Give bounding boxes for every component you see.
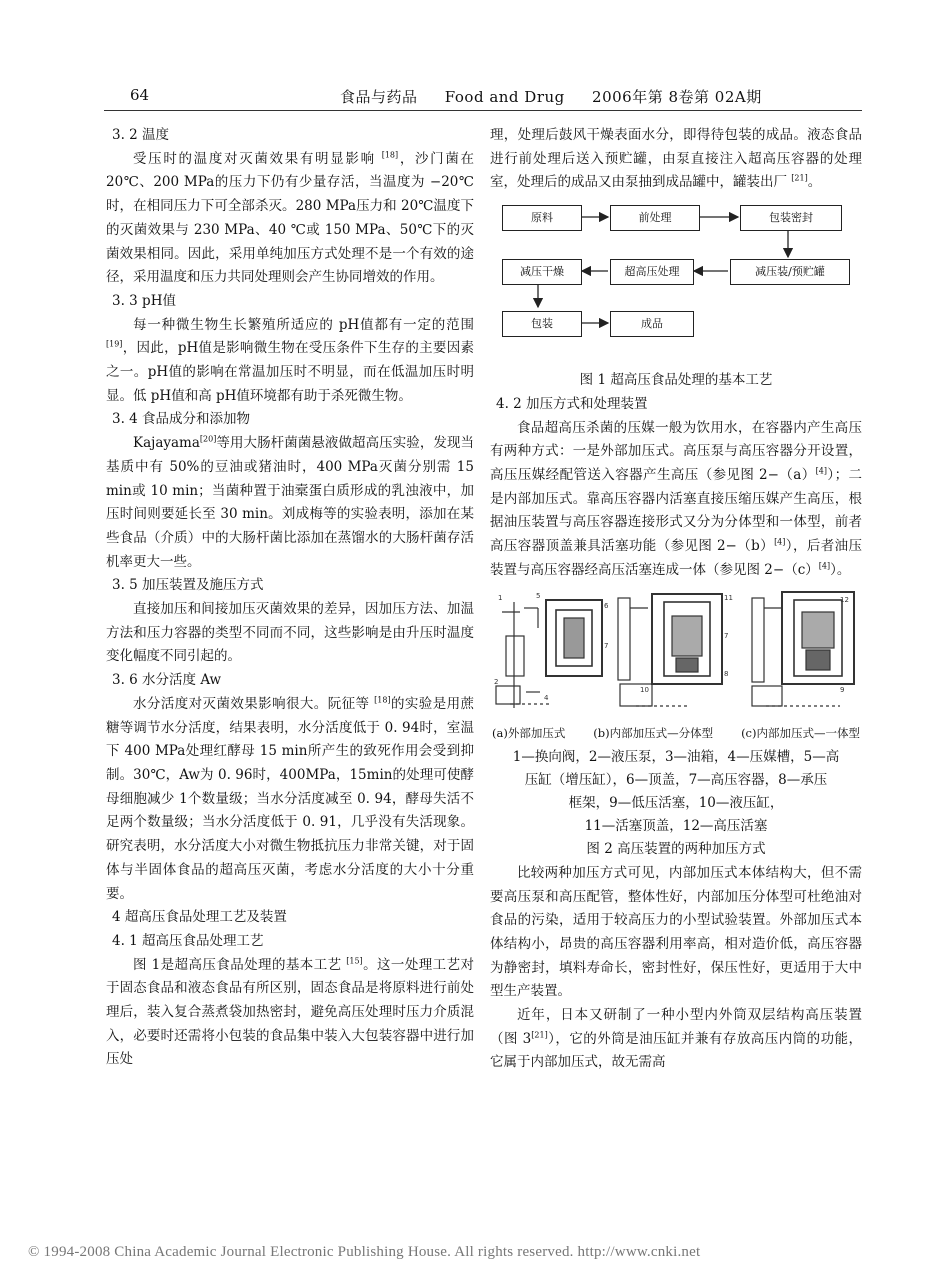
svg-text:5: 5: [536, 592, 541, 601]
figure-2-apparatus: [490, 588, 862, 720]
journal-name-en: Food and Drug: [444, 88, 565, 106]
citation-ref: [4]: [774, 537, 786, 547]
section-heading: 3. 6 水分活度 Aw: [112, 672, 222, 689]
figure-1-flowchart: [490, 199, 862, 369]
body-paragraph: 图 1是超高压食品处理的基本工艺 [15]。这一处理工艺对于固态食品和液态食品有所区别，固态食品是将原料进行前处理后，装入复合蒸煮袋加热密封，避免高压处理时压力介质混入，必要时还需将小包装的食品集中装入大包装容器中进行加压处: [106, 956, 475, 1068]
citation-ref: [4]: [815, 466, 828, 476]
svg-text:7: 7: [724, 632, 729, 641]
section-heading: 3. 4 食品成分和添加物: [112, 411, 251, 428]
svg-text:1: 1: [498, 594, 503, 603]
body-paragraph: 水分活度对灭菌效果影响很大。阮征等 [18]的实验是用蔗糖等调节水分活度，结果表明，水分活度低于 0. 94时，室温下 400 MPa处理红酵母 15 min所产生的致死作用会受到抑制。30℃，Aw为 0. 96时，400MPa，15min的处理可使酵母细胞减少 1个数量级；当水分活度减至 0. 94，酵母失活不足两个数量级；当水分活度低于 0. 91，几乎没有失活现象。研究表明，水分活度大小对微生物抵抗压力非常关键，对于固体与半固体食品的超高压灭菌，考虑水分活度的大小十分重要。: [106, 695, 475, 902]
citation-ref: [18]: [381, 150, 399, 160]
sublabel-b: (b)内部加压式—分体型: [593, 726, 714, 741]
citation-ref: [20]: [199, 434, 217, 444]
svg-text:6: 6: [604, 602, 609, 611]
svg-text:11: 11: [724, 594, 733, 603]
flow-box-product: 成品: [610, 311, 694, 337]
citation-ref: [21]: [531, 1030, 548, 1040]
left-column: [106, 124, 474, 1072]
section-heading: 3. 3 pH值: [112, 292, 176, 309]
header-rule: [104, 110, 862, 111]
section-heading: 3. 5 加压装置及施压方式: [112, 577, 264, 594]
copyright-footer: © 1994-2008 China Academic Journal Electronic Publishing House. All rights reserved. http://www.cnki.net: [28, 1244, 701, 1260]
sublabel-a: (a)外部加压式: [492, 726, 566, 741]
citation-ref: [19]: [106, 339, 123, 349]
svg-text:10: 10: [640, 686, 649, 695]
figure-2-legend-line: 压缸（增压缸），6—顶盖，7—高压容器，8—承压: [524, 772, 828, 789]
flow-box-packaging: 包装: [502, 311, 582, 337]
svg-text:2: 2: [494, 678, 499, 687]
page-number: 64: [130, 86, 150, 104]
body-paragraph: 比较两种加压方式可见，内部加压式本体结构大，但不需要高压泵和高压配管，整体性好，内部加压分体型可杜绝油对食品的污染，适用于较高压力的小型试验装置。外部加压式本体结构小，昂贵的高压容器利用率高，相对造价低，高压容器为静密封，填料寿命长，密封性好，保压性好，更适用于大中型生产装置。: [490, 864, 862, 1000]
figure-2-legend-line: 1—换向阀，2—液压泵，3—油箱，4—压媒槽，5—高: [512, 749, 840, 766]
citation-ref: [18]: [374, 695, 391, 705]
journal-name-cn: 食品与药品: [340, 88, 418, 106]
flow-box-hp-processing: 超高压处理: [610, 259, 694, 285]
issue-info: 2006年第 8卷第 02A期: [592, 88, 762, 106]
apparatus-diagram: [490, 588, 862, 720]
section-heading: 4. 2 加压方式和处理装置: [496, 395, 648, 412]
flow-box-pretreatment: 前处理: [610, 205, 700, 231]
citation-ref: [4]: [818, 561, 831, 571]
flow-box-drying: 减压干燥: [502, 259, 582, 285]
body-paragraph: 每一种微生物生长繁殖所适应的 pH值都有一定的范围 [19]，因此，pH值是影响微生物在受压条件下生存的主要因素之一。pH值的影响在常温加压时不明显，而在低温加压时明显。低 pH值和高 pH值环境都有助于杀死微生物。: [106, 316, 474, 404]
journal-title: [340, 86, 784, 107]
figure-2-sublabels: [490, 722, 862, 746]
body-paragraph: 食品超高压杀菌的压媒一般为饮用水，在容器内产生高压有两种方式：一是外部加压式。高压泵与高压容器分开设置，高压压媒经配管送入容器产生高压（参见图 2−（a）[4]）；二是内部加压式。靠高压容器内活塞直接压缩压媒产生高压，根据油压装置与高压容器连接形式又分为分体型和一体型，前者高压容器顶盖兼具活塞功能（参见图 2−（b）[4]），后者油压装置与高压容器经高压活塞连成一体（参见图 2−（c）[4]）。: [490, 419, 863, 578]
flow-box-prestorage: 减压装/预贮罐: [730, 259, 850, 285]
figure-2-legend-line: 框架，9—低压活塞，10—液压缸，: [568, 795, 784, 812]
svg-text:8: 8: [724, 670, 729, 679]
figure-1-caption: 图 1 超高压食品处理的基本工艺: [579, 372, 773, 389]
body-paragraph: 受压时的温度对灭菌效果有明显影响 [18]，沙门菌在 20℃、200 MPa的压力下仍有少量存活，当温度为 −20℃时，在相同压力下可全部杀灭。280 MPa压力和 20℃温度下的灭菌效果与 230 MPa、40 ℃或 150 MPa、50℃下的灭菌效果相同。因此，采用单纯加压方式处理不是一个有效的途径，采用温度和压力共同处理则会产生协同增效的作用。: [106, 150, 474, 286]
svg-text:12: 12: [840, 596, 849, 605]
svg-text:4: 4: [544, 694, 549, 703]
flow-box-seal: 包装密封: [740, 205, 842, 231]
section-heading: 3. 2 温度: [112, 127, 170, 143]
section-heading: 4 超高压食品处理工艺及装置: [112, 909, 287, 926]
page-header: [104, 86, 864, 108]
body-paragraph: 近年，日本又研制了一种小型内外筒双层结构高压装置（图 3[21]），它的外筒是油压缸并兼有存放高压内筒的功能，它属于内部加压式，故无需高: [490, 1007, 862, 1071]
body-paragraph: Kajayama[20]等用大肠杆菌菌悬液做超高压实验，发现当基质中有 50%的豆油或猪油时，400 MPa灭菌分别需 15 min或 10 min；当菌种置于油槖蛋白质形成的乳浊液中，加压时间则要延长至 30 min。刘成梅等的实验表明，添加在某些食品（介质）中的大肠杆菌比添加在蒸馏水的大肠杆菌存活机率更大一些。: [106, 434, 474, 570]
svg-text:9: 9: [840, 686, 845, 695]
section-heading: 4. 1 超高压食品处理工艺: [112, 932, 264, 949]
citation-ref: [21]: [791, 173, 808, 183]
body-paragraph: 理，处理后鼓风干燥表面水分，即得待包装的成品。液态食品进行前处理后送入预贮罐，由泵直接注入超高压容器的处理室，处理后的成品又由泵抽到成品罐中，罐装出厂 [21]。: [490, 127, 862, 191]
figure-2-legend-line: 11—活塞顶盖，12—高压活塞: [584, 818, 768, 835]
sublabel-c: (c)内部加压式—一体型: [741, 726, 860, 741]
right-column: [490, 124, 862, 1075]
citation-ref: [15]: [346, 956, 363, 966]
body-paragraph: 直接加压和间接加压灭菌效果的差异，因加压方法、加温方法和压力容器的类型不同而不同，这些影响是由升压时温度变化幅度不同引起的。: [106, 601, 474, 665]
flow-box-raw-material: 原料: [502, 205, 582, 231]
figure-2-caption: 图 2 高压装置的两种加压方式: [586, 841, 766, 858]
svg-text:7: 7: [604, 642, 609, 651]
